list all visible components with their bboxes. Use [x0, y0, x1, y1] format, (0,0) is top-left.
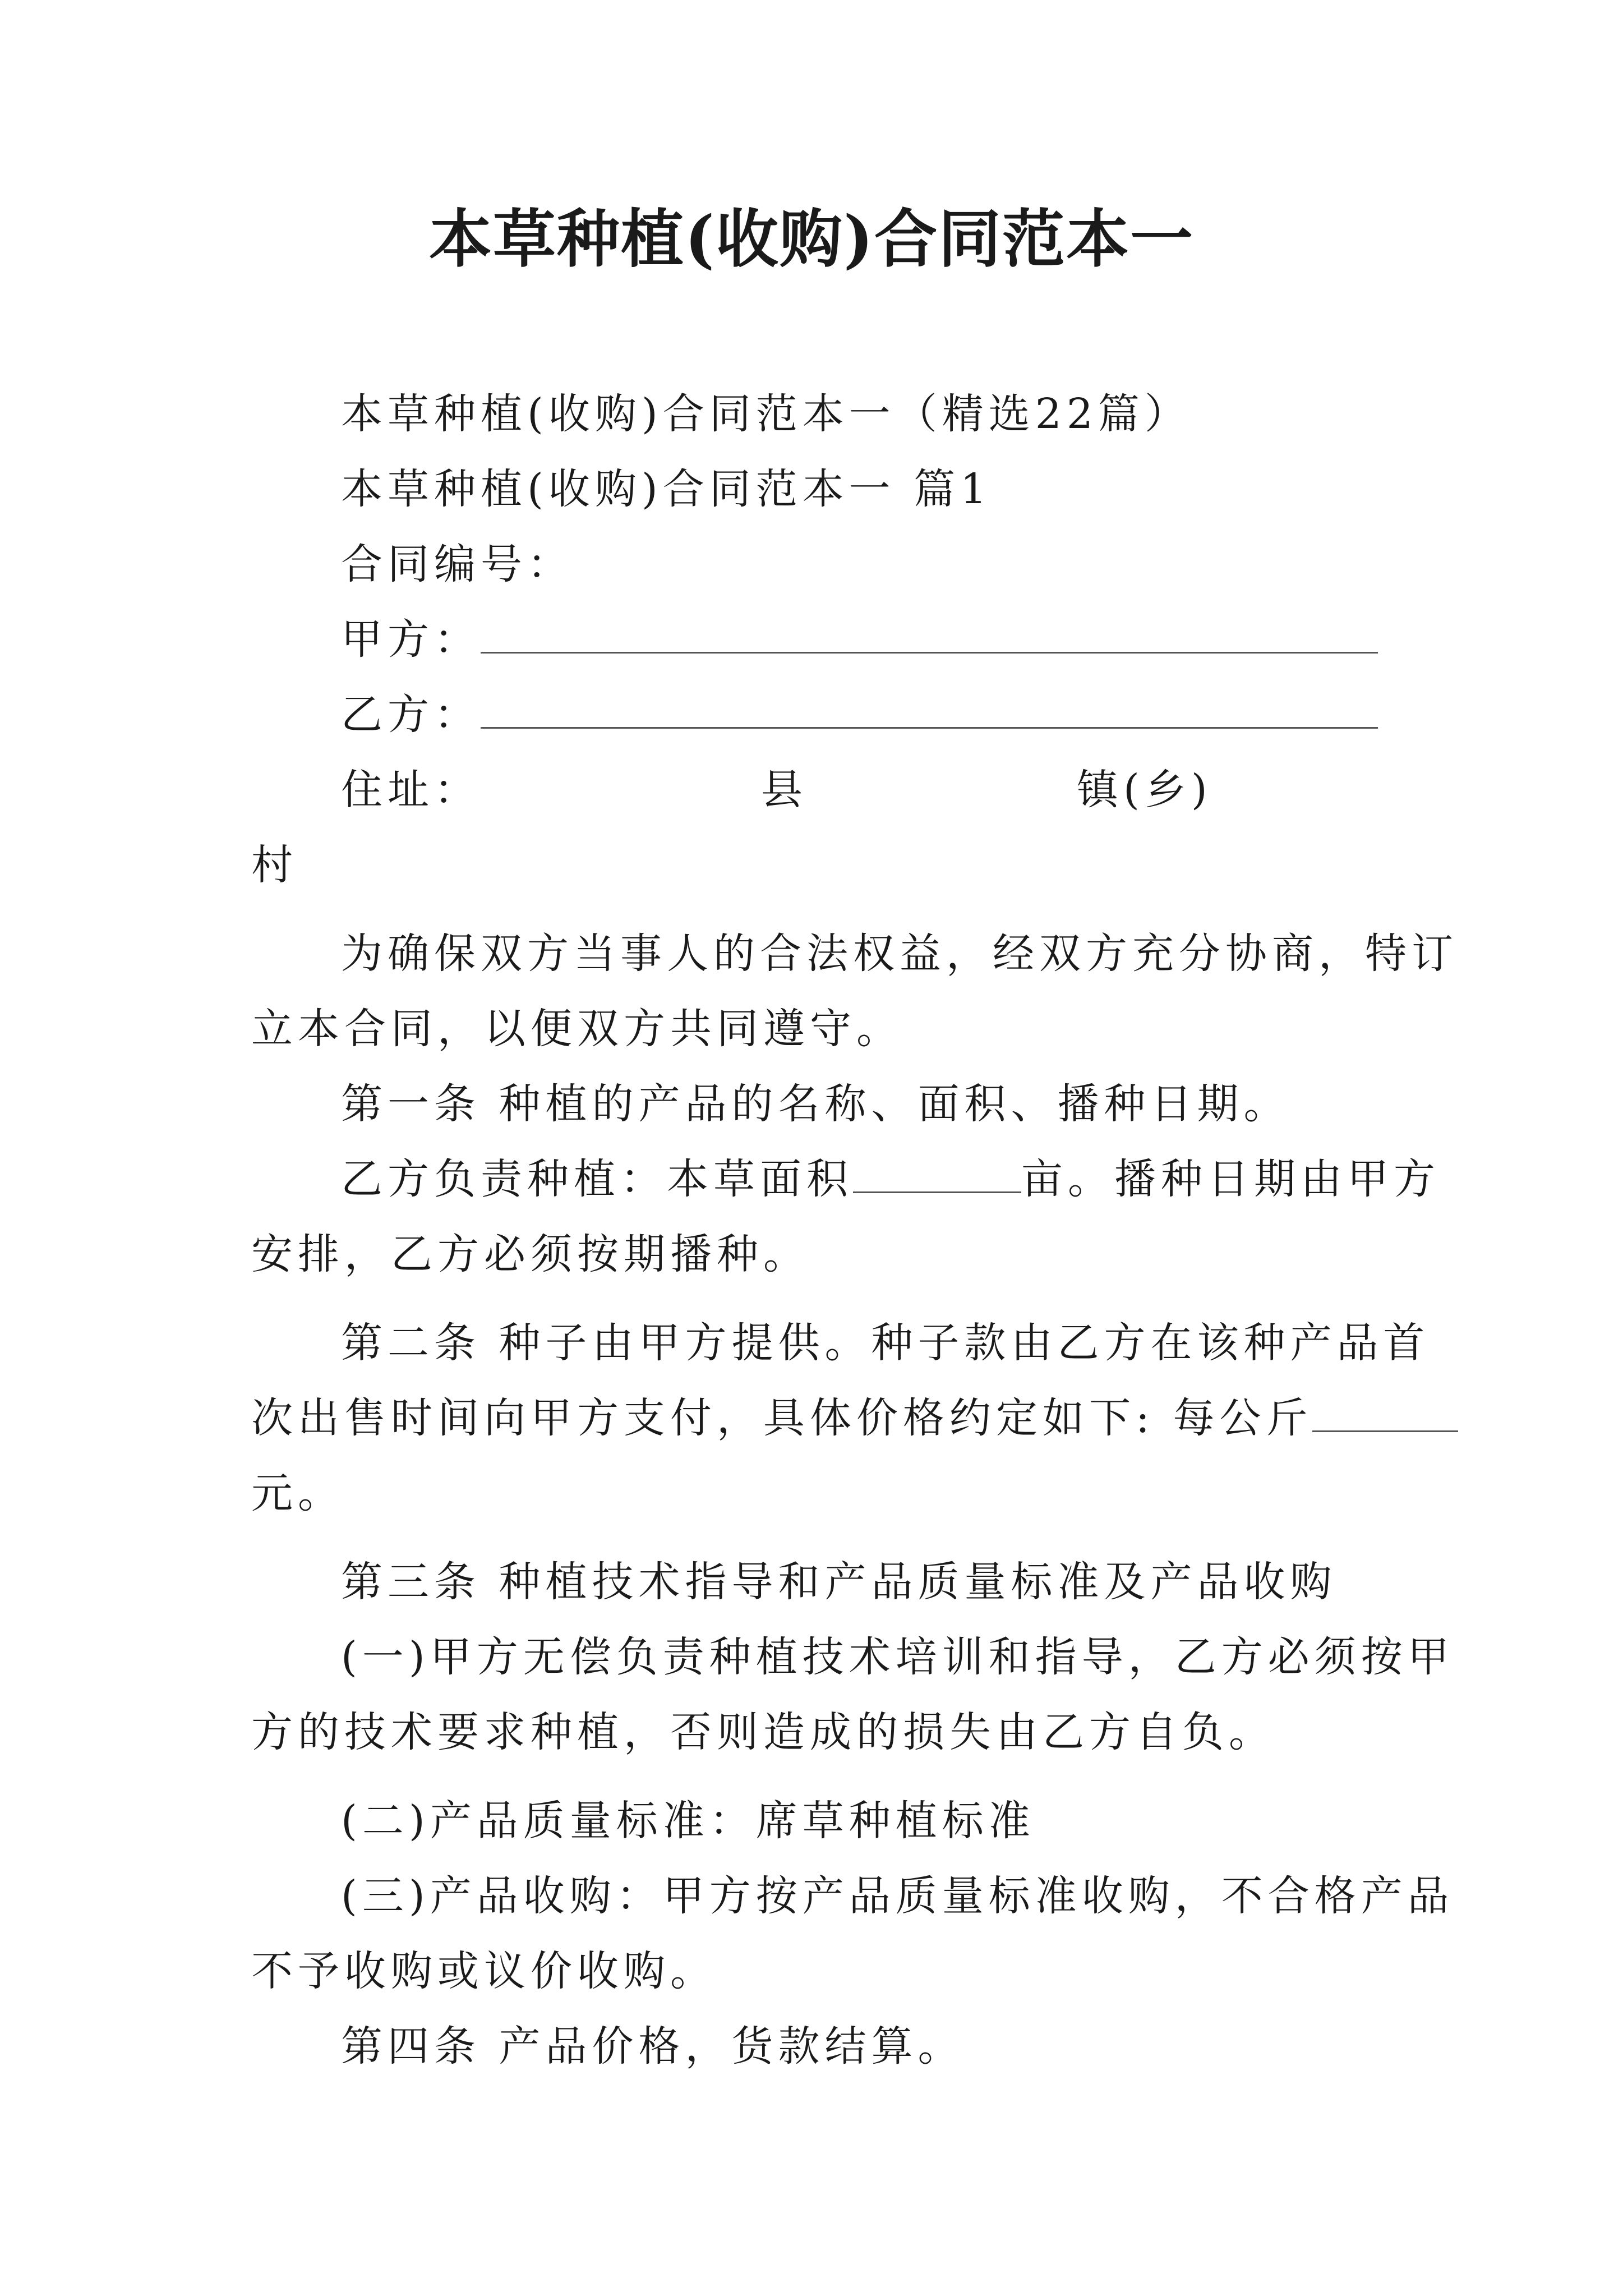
subtitle: 本草种植(收购)合同范本一（精选22篇）: [341, 390, 1191, 438]
article-3-item-1-line-2: 方的技术要求种植，否则造成的损失由乙方自负。: [251, 1708, 1275, 1756]
address-town: 镇(乡): [1077, 766, 1212, 814]
article-2-line-3: 元。: [251, 1469, 344, 1517]
contract-number-label: 合同编号：: [341, 540, 574, 588]
article-1-heading: 第一条 种植的产品的名称、面积、播种日期。: [341, 1080, 1290, 1128]
price-blank: [1312, 1397, 1458, 1432]
article-1-line-1: [341, 1151, 1440, 1207]
address-label: 住址：: [341, 766, 481, 814]
preamble-line-2: 立本合同，以便双方共同遵守。: [251, 1005, 903, 1053]
address-county: 县: [761, 766, 808, 814]
preamble-line-1: 为确保双方当事人的合法权益，经双方充分协商，特订: [341, 930, 1458, 978]
party-a-label: 甲方：: [341, 615, 481, 664]
document-title: 本草种植(收购)合同范本一: [429, 203, 1194, 276]
article-2-line-2: [251, 1390, 1395, 1446]
article-2-text: 次出售时间向甲方支付，具体价格约定如下: 每公斤: [251, 1394, 1313, 1442]
area-blank: [853, 1158, 1021, 1193]
part-heading: 本草种植(收购)合同范本一 篇1: [341, 465, 992, 513]
article-2-line-1: 第二条 种子由甲方提供。种子款由乙方在该种产品首: [341, 1319, 1430, 1367]
party-a-row: [341, 611, 1395, 668]
address-row: [341, 762, 1395, 818]
party-b-row: [341, 687, 1395, 743]
article-3-item-3-line-1: (三)产品收购：甲方按产品质量标准收购，不合格产品: [341, 1872, 1454, 1920]
article-3-heading: 第三条 种植技术指导和产品质量标准及产品收购: [341, 1558, 1337, 1606]
address-village: 村: [251, 841, 298, 889]
article-1-line-2: 安排，乙方必须按期播种。: [251, 1230, 810, 1278]
party-b-blank: [481, 693, 1378, 729]
article-1-text-b: 亩。播种日期由甲方: [1021, 1155, 1440, 1203]
party-b-label: 乙方：: [341, 691, 481, 739]
article-3-item-1-line-1: (一)甲方无偿负责种植技术培训和指导，乙方必须按甲: [341, 1633, 1454, 1681]
article-1-text-a: 乙方负责种植：本草面积: [341, 1155, 853, 1203]
article-3-item-2: (二)产品质量标准：席草种植标准: [341, 1797, 1035, 1845]
party-a-blank: [481, 618, 1378, 654]
article-4-heading: 第四条 产品价格，货款结算。: [341, 2022, 965, 2070]
article-3-item-3-line-2: 不予收购或议价收购。: [251, 1947, 717, 1995]
